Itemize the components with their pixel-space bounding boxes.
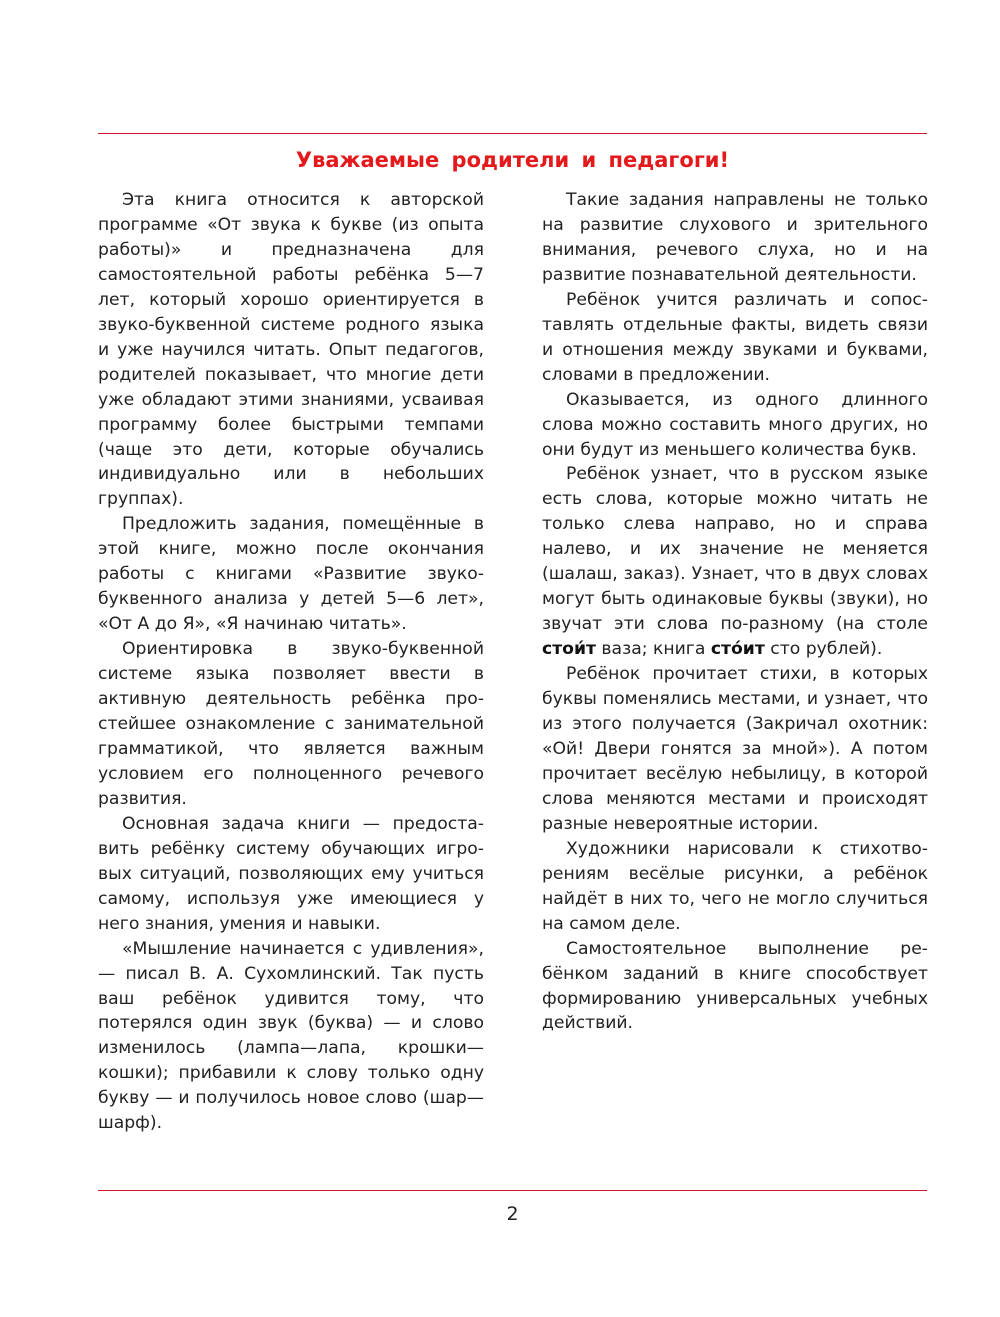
paragraph xyxy=(542,462,928,662)
top-divider xyxy=(98,133,927,134)
left-column xyxy=(98,188,484,1136)
right-column xyxy=(542,188,928,1036)
bold-word: стои́т xyxy=(542,639,596,660)
paragraph-text: сто рублей). xyxy=(764,639,883,660)
paragraph: Художники нарисовали к стихотворениям весёлые рисунки, а ребёнок найдёт в них то, чего не могло случиться на самом деле. xyxy=(542,838,928,934)
paragraph: Такие задания направлены не только на развитие слухового и зрительного внимания, речевого слуха, но и на развитие познавательной деятельности. xyxy=(542,190,928,285)
page-number: 2 xyxy=(506,1203,519,1225)
page-title: Уважаемые родители и педагоги! xyxy=(295,148,730,172)
paragraph: Ребёнок прочитает стихи, в которых буквы поменялись местами, и узнает, что из этого получается (Закричал охотник: «Ой! Двери гонятся за мной»). А потом прочитает весёлую небылицу, в которой слова меняются местами и происходят разные невероятные истории. xyxy=(542,664,928,834)
paragraph-text: ваза; книга xyxy=(595,639,711,660)
paragraph: Ребёнок учится различать и сопоставлять отдельные факты, видеть связи и отношения между звуками и буквами, словами в предложении. xyxy=(542,289,928,385)
paragraph: Эта книга относится к авторской программе «От звука к букве (из опыта работы)» и предназначена для самостоятельной работы ребёнка 5—7 лет, который хорошо ориентируется в звуко-буквенной системе родного языка и уже научился читать. Опыт педагогов, родителей показывает, что многие дети уже обладают этими знаниями, усваивая программу более быстрыми темпами (чаще это дети, которые обучались индивидуально или в небольших группах). xyxy=(98,190,484,510)
bold-word: сто́ит xyxy=(710,639,765,660)
paragraph: Предложить задания, помещённые в этой книге, можно после окончания работы с книгами «Развитие звуко-буквенного анализа у детей 5—6 лет», «От А до Я», «Я начинаю читать». xyxy=(98,514,484,635)
paragraph: Ориентировка в звуко-буквенной системе языка позволяет ввести в активную деятельность ребёнка простейшее ознакомление с занимательной грамматикой, что является важным условием его полноценного речевого развития. xyxy=(98,639,484,809)
paragraph: Основная задача книги — предоставить ребёнку систему обучающих игровых ситуаций, позволяющих ему учиться самому, используя уже имеющиеся у него знания, умения и навыки. xyxy=(98,813,484,934)
paragraph: Оказывается, из одного длинного слова можно составить много других, но они будут из меньшего количества букв. xyxy=(542,389,928,460)
paragraph: Самостоятельное выполнение ребёнком заданий в книге способствует формированию универсальных учебных действий. xyxy=(542,938,928,1034)
bottom-divider xyxy=(98,1190,927,1191)
paragraph: «Мышление начинается с удивления», — писал В. А. Сухомлинский. Так пусть ваш ребёнок удивится тому, что потерялся один звук (буква) — и слово изменилось (лампа—лапа, крошки—кошки); прибавили к слову только одну букву — и получилось новое слово (шар—шарф). xyxy=(98,938,484,1134)
paragraph-text: Ребёнок узнает, что в русском языке есть слова, которые можно читать не только слева направо, но и справа налево, и их значение не меняется (шалаш, заказ). Узнает, что в двух словах могут быть одинаковые буквы (звуки), но звучат эти слова по-разному (на столе xyxy=(542,464,928,635)
